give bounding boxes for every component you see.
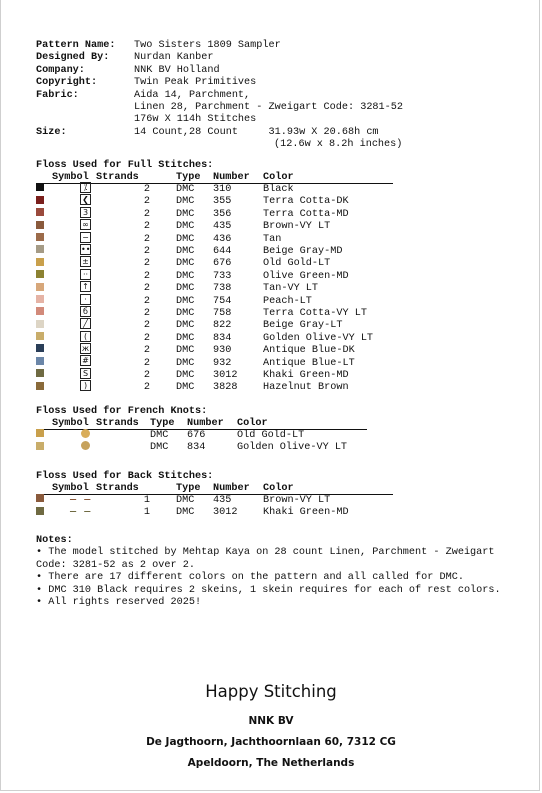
color-name-cell: Black	[263, 184, 294, 196]
color-name-cell: Terra Cotta-VY LT	[263, 308, 367, 319]
notes-section	[36, 535, 516, 609]
symbol-cell	[52, 382, 96, 394]
note-item: • The model stitched by Mehtap Kaya on 28 count Linen, Parchment - Zweigart Code: 3281-52 as 2 over 2.	[36, 547, 495, 571]
note-item: • DMC 310 Black requires 2 skeins, 1 skein requires for each of rest colors.	[36, 584, 501, 596]
type-cell: DMC	[176, 246, 195, 258]
col-strands: Strands	[96, 483, 176, 495]
footer-company: NNK BV	[248, 715, 294, 727]
note-item: • All rights reserved 2025!	[36, 597, 202, 609]
symbol-cell	[52, 442, 96, 454]
swatch-cell	[36, 209, 52, 221]
strands-cell: 2	[143, 246, 150, 258]
strands-cell: 1	[143, 495, 150, 506]
company-value: NNK BV Holland	[134, 64, 220, 76]
footer-city: Apeldoorn, The Netherlands	[187, 757, 355, 769]
col-color: Color	[263, 483, 393, 495]
col-symbol: Symbol	[52, 172, 96, 184]
strands-cell: 2	[143, 233, 150, 245]
color-swatch	[36, 295, 44, 303]
pattern-name-label: Pattern Name:	[36, 40, 116, 51]
type-cell: DMC	[176, 295, 195, 307]
swatch-cell	[36, 221, 52, 233]
color-name-cell: Hazelnut Brown	[263, 382, 349, 394]
swatch-cell	[36, 382, 52, 394]
number-cell: 644	[213, 246, 232, 258]
strands-cell: 2	[143, 308, 150, 319]
size-value-1: 14 Count,28 Count 31.93w X 20.68h cm	[134, 126, 379, 138]
swatch-cell	[36, 430, 52, 443]
color-name-cell: Khaki Green-MD	[263, 369, 349, 381]
full-stitches-title: Floss Used for Full Stitches:	[36, 160, 214, 171]
swatch-cell	[36, 296, 52, 308]
color-swatch	[36, 307, 44, 315]
type-cell: DMC	[176, 345, 195, 357]
designed-by-value: Nurdan Kanber	[134, 52, 214, 64]
french-knots-title: Floss Used for French Knots:	[36, 406, 208, 417]
swatch-cell	[36, 271, 52, 283]
color-swatch	[36, 494, 44, 502]
strands-cell: 2	[143, 270, 150, 282]
french-knots-table	[36, 418, 367, 454]
stitch-symbol-icon: ❮	[80, 194, 91, 205]
number-cell: 435	[213, 221, 232, 233]
col-strands: Strands	[96, 418, 150, 430]
type-cell: DMC	[150, 442, 169, 454]
type-cell: DMC	[176, 507, 195, 519]
number-cell: 834	[213, 332, 232, 344]
back-stitches-section	[36, 471, 393, 519]
color-name-cell: Beige Gray-MD	[263, 246, 343, 258]
type-cell: DMC	[176, 357, 195, 369]
number-cell: 932	[213, 357, 232, 369]
company-label: Company:	[36, 64, 85, 76]
copyright-value: Twin Peak Primitives	[134, 77, 257, 89]
strands-cell: 2	[143, 221, 150, 233]
type-cell: DMC	[176, 308, 195, 319]
stitch-symbol-icon: (	[80, 331, 91, 342]
strands-cell	[96, 430, 150, 443]
col-symbol: Symbol	[52, 483, 96, 495]
swatch-cell	[36, 442, 52, 454]
number-cell: 356	[213, 208, 232, 220]
number-cell: 834	[187, 442, 206, 454]
number-cell: 435	[213, 495, 232, 506]
stitch-symbol-icon: ∞	[80, 219, 91, 230]
french-knots-section	[36, 406, 367, 454]
number-cell: 758	[213, 308, 232, 319]
swatch-cell	[36, 507, 52, 519]
type-cell: DMC	[176, 369, 195, 381]
swatch-cell	[36, 246, 52, 258]
col-number: Number	[213, 172, 263, 184]
color-swatch	[36, 245, 44, 253]
strands-cell: 2	[143, 345, 150, 357]
type-cell: DMC	[176, 196, 195, 208]
notes-title: Notes:	[36, 535, 73, 546]
color-swatch	[36, 221, 44, 229]
stitch-symbol-icon: )	[80, 380, 91, 391]
number-cell: 738	[213, 283, 232, 295]
color-swatch	[36, 357, 44, 365]
symbol-cell	[52, 495, 96, 508]
fabric-value-2: Linen 28, Parchment - Zweigart Code: 3281-52	[134, 101, 403, 113]
color-swatch	[36, 429, 44, 437]
number-cell: 436	[213, 233, 232, 245]
designed-by-label: Designed By:	[36, 52, 110, 64]
swatch-cell	[36, 495, 52, 508]
color-swatch	[36, 283, 44, 291]
footer-happy-stitching: Happy Stitching	[205, 682, 337, 701]
number-cell: 310	[213, 184, 232, 196]
col-symbol: Symbol	[52, 418, 96, 430]
col-type: Type	[176, 483, 213, 495]
swatch-cell	[36, 370, 52, 382]
type-cell: DMC	[176, 233, 195, 245]
col-number: Number	[187, 418, 237, 430]
stitch-symbol-icon: ·	[80, 294, 91, 305]
swatch-cell	[36, 308, 52, 320]
color-swatch	[36, 233, 44, 241]
pattern-name-value: Two Sisters 1809 Sampler	[134, 40, 281, 51]
type-cell: DMC	[176, 320, 195, 332]
stitch-symbol-icon: ⁒	[80, 182, 91, 193]
swatch-cell	[36, 333, 52, 345]
fabric-value-3: 176w X 114h Stitches	[134, 114, 257, 126]
col-color: Color	[237, 418, 367, 430]
size-value-2: (12.6w x 8.2h inches)	[274, 139, 403, 151]
swatch-cell	[36, 184, 52, 197]
color-name-cell: Old Gold-LT	[237, 430, 305, 441]
footer-address: De Jagthoorn, Jachthoornlaan 60, 7312 CG	[146, 736, 396, 748]
color-name-cell: Brown-VY LT	[263, 495, 331, 506]
strands-cell: 2	[143, 196, 150, 208]
strands-cell	[96, 442, 150, 454]
color-name-cell: Brown-VY LT	[263, 221, 331, 233]
stitch-symbol-icon: −	[80, 232, 91, 243]
french-knot-dot-icon	[81, 429, 90, 438]
type-cell: DMC	[176, 270, 195, 282]
stitch-symbol-icon: ↑	[80, 281, 91, 292]
size-label: Size:	[36, 126, 67, 138]
strands-cell: 2	[143, 283, 150, 295]
type-cell: DMC	[176, 283, 195, 295]
strands-cell: 2	[143, 184, 150, 196]
table-row	[36, 507, 393, 519]
stitch-symbol-icon: ±	[80, 256, 91, 267]
swatch-cell	[36, 345, 52, 357]
color-swatch	[36, 442, 44, 450]
color-swatch	[36, 196, 44, 204]
color-name-cell: Tan	[263, 233, 282, 245]
col-type: Type	[150, 418, 187, 430]
strands-cell: 2	[143, 320, 150, 332]
color-name-cell: Golden Olive-VY LT	[237, 442, 348, 454]
stitch-symbol-icon: ╱	[80, 318, 91, 329]
fabric-value-1: Aida 14, Parchment,	[134, 89, 251, 101]
color-name-cell: Old Gold-LT	[263, 258, 331, 270]
type-cell: DMC	[176, 221, 195, 233]
table-row	[36, 495, 393, 508]
color-swatch	[36, 507, 44, 515]
color-name-cell: Terra Cotta-MD	[263, 208, 349, 220]
color-swatch	[36, 369, 44, 377]
full-stitches-table	[36, 172, 393, 395]
swatch-cell	[36, 357, 52, 369]
table-row	[36, 442, 367, 454]
back-stitches-title: Floss Used for Back Stitches:	[36, 471, 214, 482]
full-stitches-section	[36, 160, 393, 395]
col-type: Type	[176, 172, 213, 184]
color-name-cell: Beige Gray-LT	[263, 320, 343, 332]
copyright-label: Copyright:	[36, 77, 98, 89]
swatch-cell	[36, 283, 52, 295]
stitch-symbol-icon: 3	[80, 207, 91, 218]
color-swatch	[36, 270, 44, 278]
number-cell: 355	[213, 196, 232, 208]
note-item: • There are 17 different colors on the pattern and all called for DMC.	[36, 572, 464, 584]
stitch-symbol-icon: S	[80, 368, 91, 379]
color-name-cell: Terra Cotta-DK	[263, 196, 349, 208]
symbol-cell	[52, 507, 96, 519]
type-cell: DMC	[176, 208, 195, 220]
type-cell: DMC	[176, 382, 195, 394]
stitch-symbol-icon: ж	[81, 344, 90, 354]
type-cell: DMC	[150, 430, 169, 441]
color-name-cell: Peach-LT	[263, 295, 312, 307]
color-name-cell: Tan-VY LT	[263, 283, 319, 295]
strands-cell: 2	[143, 295, 150, 307]
strands-cell: 2	[143, 208, 150, 220]
back-stitch-line-icon: — —	[70, 495, 92, 506]
stitch-symbol-icon: ··	[80, 269, 91, 280]
col-color: Color	[263, 172, 393, 184]
symbol-cell	[52, 430, 96, 443]
color-name-cell: Antique Blue-LT	[263, 357, 355, 369]
swatch-cell	[36, 320, 52, 332]
color-swatch	[36, 332, 44, 340]
col-strands: Strands	[96, 172, 176, 184]
strands-cell: 2	[143, 382, 150, 394]
number-cell: 733	[213, 270, 232, 282]
number-cell: 930	[213, 345, 232, 357]
color-swatch	[36, 208, 44, 216]
color-name-cell: Antique Blue-DK	[263, 345, 355, 357]
color-name-cell: Khaki Green-MD	[263, 507, 349, 519]
number-cell: 3012	[213, 369, 238, 381]
color-swatch	[36, 382, 44, 390]
color-swatch	[36, 183, 44, 191]
pattern-info	[36, 40, 403, 152]
number-cell: 676	[187, 430, 206, 441]
strands-cell: 2	[143, 258, 150, 270]
number-cell: 754	[213, 295, 232, 307]
french-knot-dot-icon	[81, 441, 90, 450]
stitch-symbol-icon: б	[80, 306, 91, 317]
fabric-label: Fabric:	[36, 89, 79, 101]
color-name-cell: Olive Green-MD	[263, 270, 349, 282]
stitch-symbol-icon: #	[80, 355, 91, 366]
number-cell: 676	[213, 258, 232, 270]
stitch-symbol-icon: ••	[81, 244, 91, 254]
back-stitch-line-icon: — —	[70, 507, 92, 519]
strands-cell: 2	[143, 369, 150, 381]
color-swatch	[36, 344, 44, 352]
type-cell: DMC	[176, 184, 195, 196]
table-row	[36, 382, 393, 394]
swatch-cell	[36, 258, 52, 270]
number-cell: 3828	[213, 382, 238, 394]
color-swatch	[36, 320, 44, 328]
swatch-cell	[36, 234, 52, 246]
swatch-cell	[36, 196, 52, 208]
strands-cell: 2	[143, 357, 150, 369]
col-number: Number	[213, 483, 263, 495]
type-cell: DMC	[176, 495, 195, 506]
type-cell: DMC	[176, 332, 195, 344]
strands-cell: 2	[143, 332, 150, 344]
back-stitches-table	[36, 483, 393, 519]
color-name-cell: Golden Olive-VY LT	[263, 332, 374, 344]
number-cell: 3012	[213, 507, 238, 519]
number-cell: 822	[213, 320, 232, 332]
strands-cell: 1	[143, 507, 150, 519]
type-cell: DMC	[176, 258, 195, 270]
color-swatch	[36, 258, 44, 266]
